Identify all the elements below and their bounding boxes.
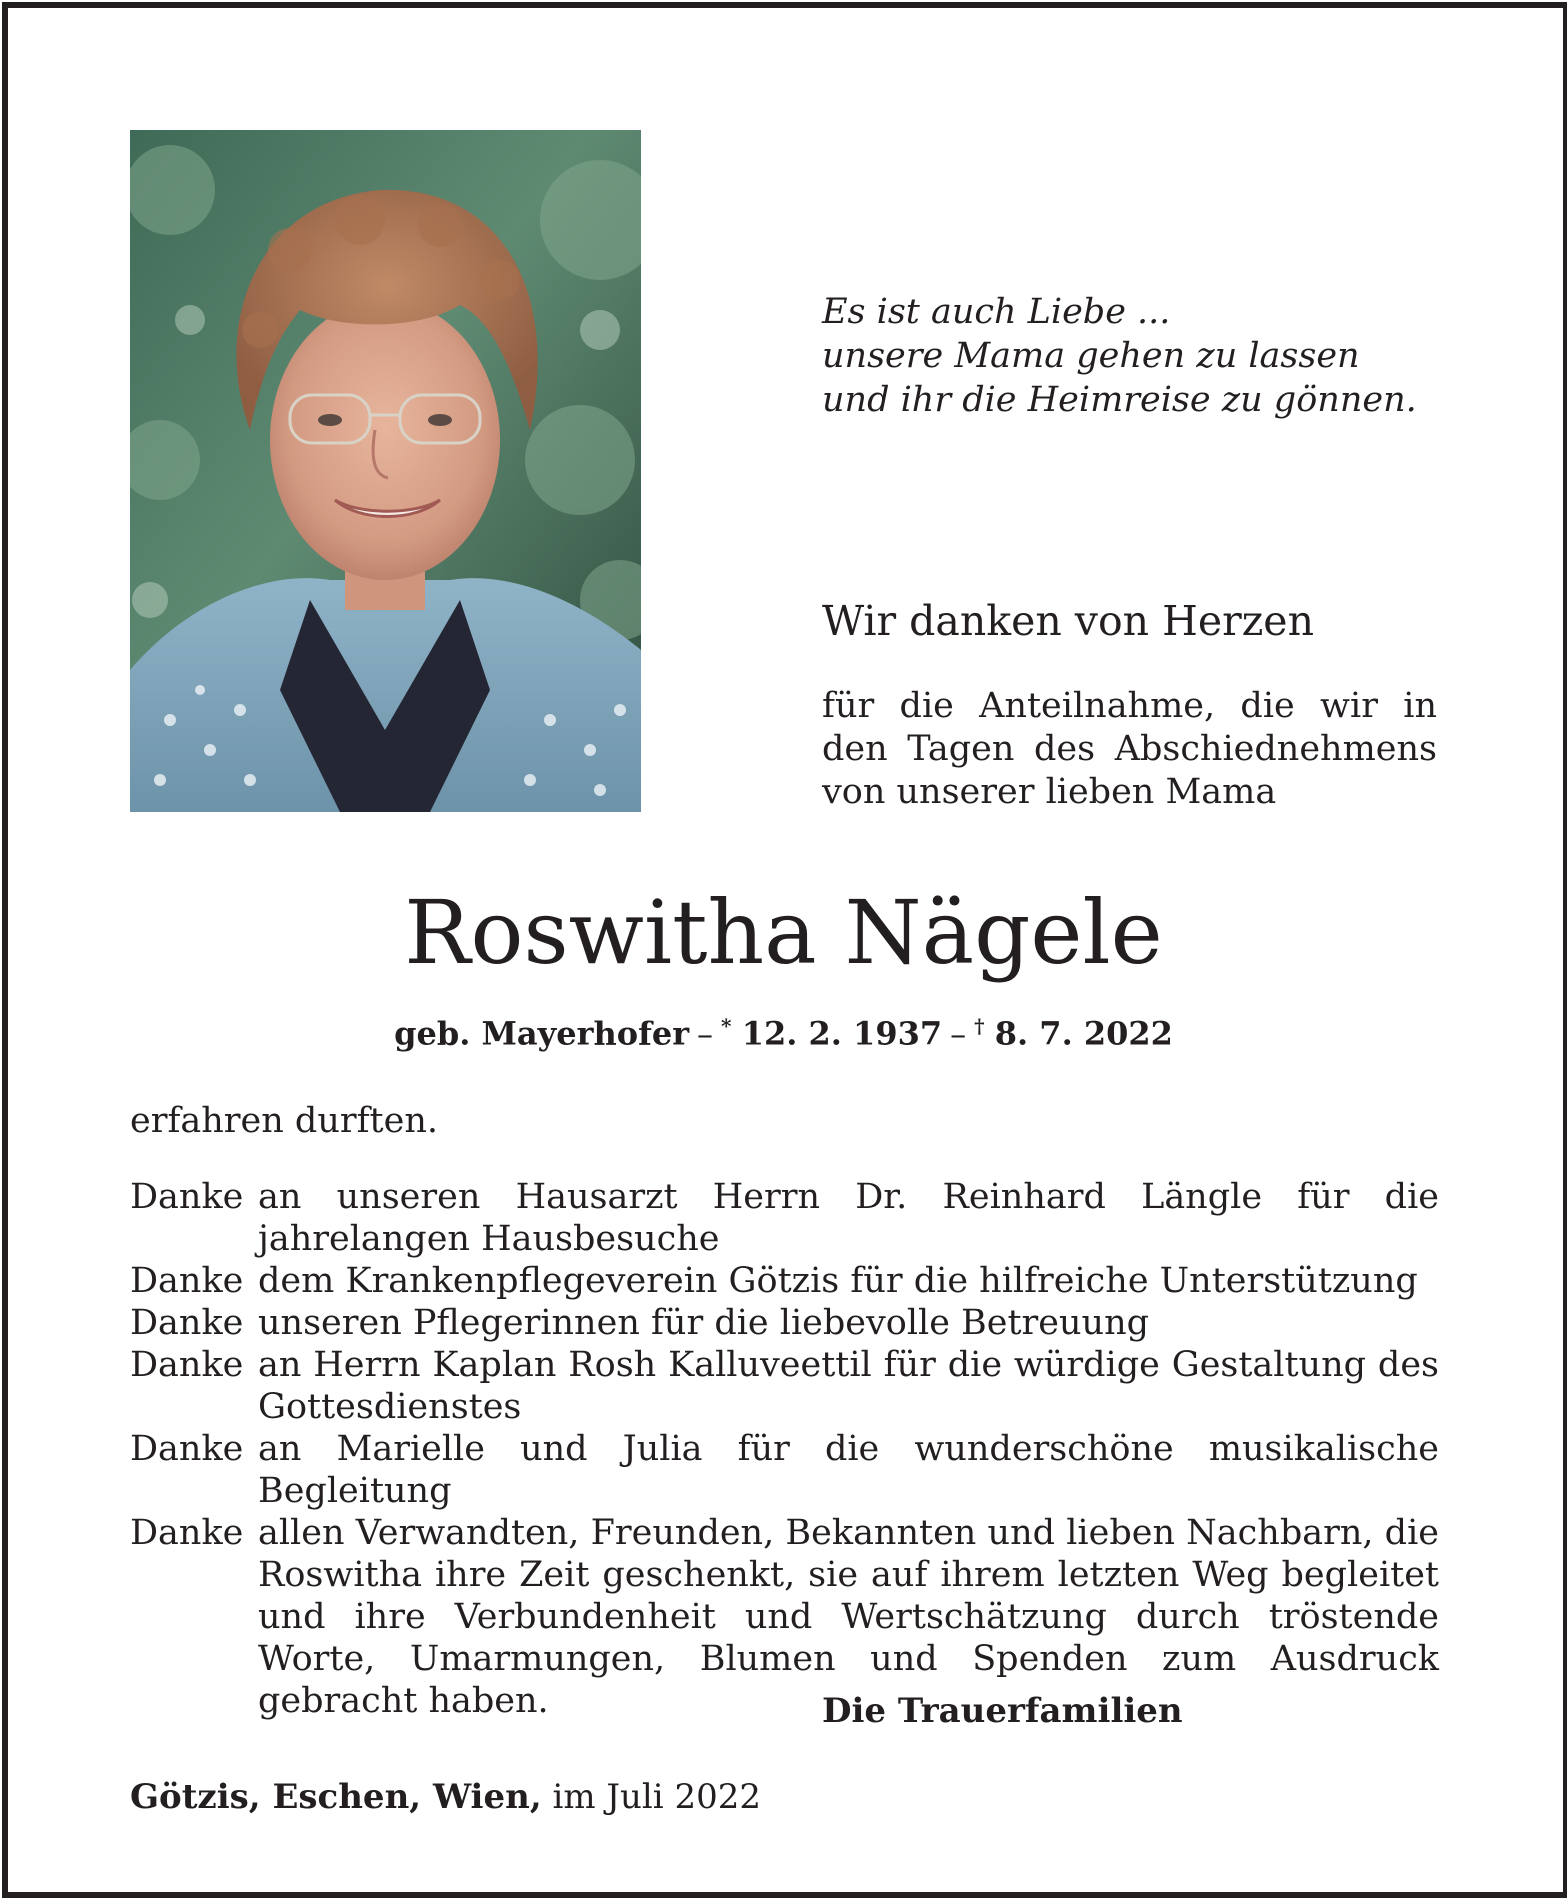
dash-separator: – <box>697 1014 714 1053</box>
danke-label: Danke <box>130 1345 244 1385</box>
danke-label: Danke <box>130 1513 244 1553</box>
danke-item <box>130 1512 1439 1722</box>
danke-text: an Herrn Kaplan Rosh Kalluveettil für die würdige Gestaltung des Gottesdienstes <box>258 1345 1439 1427</box>
thanks-continuation: erfahren durften. <box>130 1101 438 1141</box>
dash-separator: – <box>950 1014 967 1053</box>
memorial-quote <box>822 290 1442 422</box>
danke-text: an Marielle und Julia für die wunderschöne musikalische Begleitung <box>258 1429 1439 1511</box>
danke-item <box>130 1428 1439 1512</box>
life-dates <box>0 1002 1567 1058</box>
quote-line: unsere Mama gehen zu lassen <box>822 336 1360 376</box>
deceased-name: Roswitha Nägele <box>404 881 1163 984</box>
death-date: 8. 7. 2022 <box>994 1014 1173 1053</box>
danke-text: an unseren Hausarzt Herrn Dr. Reinhard Längle für die jahrelangen Hausbesuche <box>258 1177 1439 1259</box>
notice-date: im Juli 2022 <box>552 1777 762 1817</box>
quote-line: Es ist auch Liebe ... <box>822 292 1171 332</box>
quote-line: und ihr die Heimreise zu gönnen. <box>822 380 1417 420</box>
danke-label: Danke <box>130 1429 244 1469</box>
birth-symbol: * <box>721 1014 732 1038</box>
danke-item <box>130 1176 1439 1260</box>
birth-name: geb. Mayerhofer <box>394 1014 690 1053</box>
death-symbol: † <box>974 1014 985 1038</box>
danke-label: Danke <box>130 1303 244 1343</box>
thanks-heading: Wir danken von Herzen <box>822 597 1314 645</box>
thanks-intro: für die Anteilnahme, die wir in den Tagen des Abschiednehmens von unserer lieben Mama <box>822 686 1437 812</box>
place-and-date <box>130 1774 761 1820</box>
danke-text: allen Verwandten, Freunden, Bekannten und lieben Nachbarn, die Roswitha ihre Zeit geschenkt, sie auf ihrem letzten Weg begleitet und ihre Verbundenheit und Wertschätzung durch tröstende Worte, Umarmungen, Blumen und Spenden zum Ausdruck gebracht haben. <box>258 1513 1439 1721</box>
birth-date: 12. 2. 1937 <box>741 1014 943 1053</box>
danke-item <box>130 1344 1439 1428</box>
danke-text: dem Krankenpflegeverein Götzis für die hilfreiche Unterstützung <box>258 1261 1418 1301</box>
danke-label: Danke <box>130 1177 244 1217</box>
place-names: Götzis, Eschen, Wien, <box>130 1777 542 1817</box>
danke-label: Danke <box>130 1261 244 1301</box>
portrait-photo <box>130 130 641 812</box>
signature: Die Trauerfamilien <box>822 1691 1183 1731</box>
danke-text: unseren Pflegerinnen für die liebevolle Betreuung <box>258 1303 1150 1343</box>
danke-item <box>130 1302 1439 1344</box>
danke-item <box>130 1260 1439 1302</box>
danke-list <box>130 1176 1439 1722</box>
